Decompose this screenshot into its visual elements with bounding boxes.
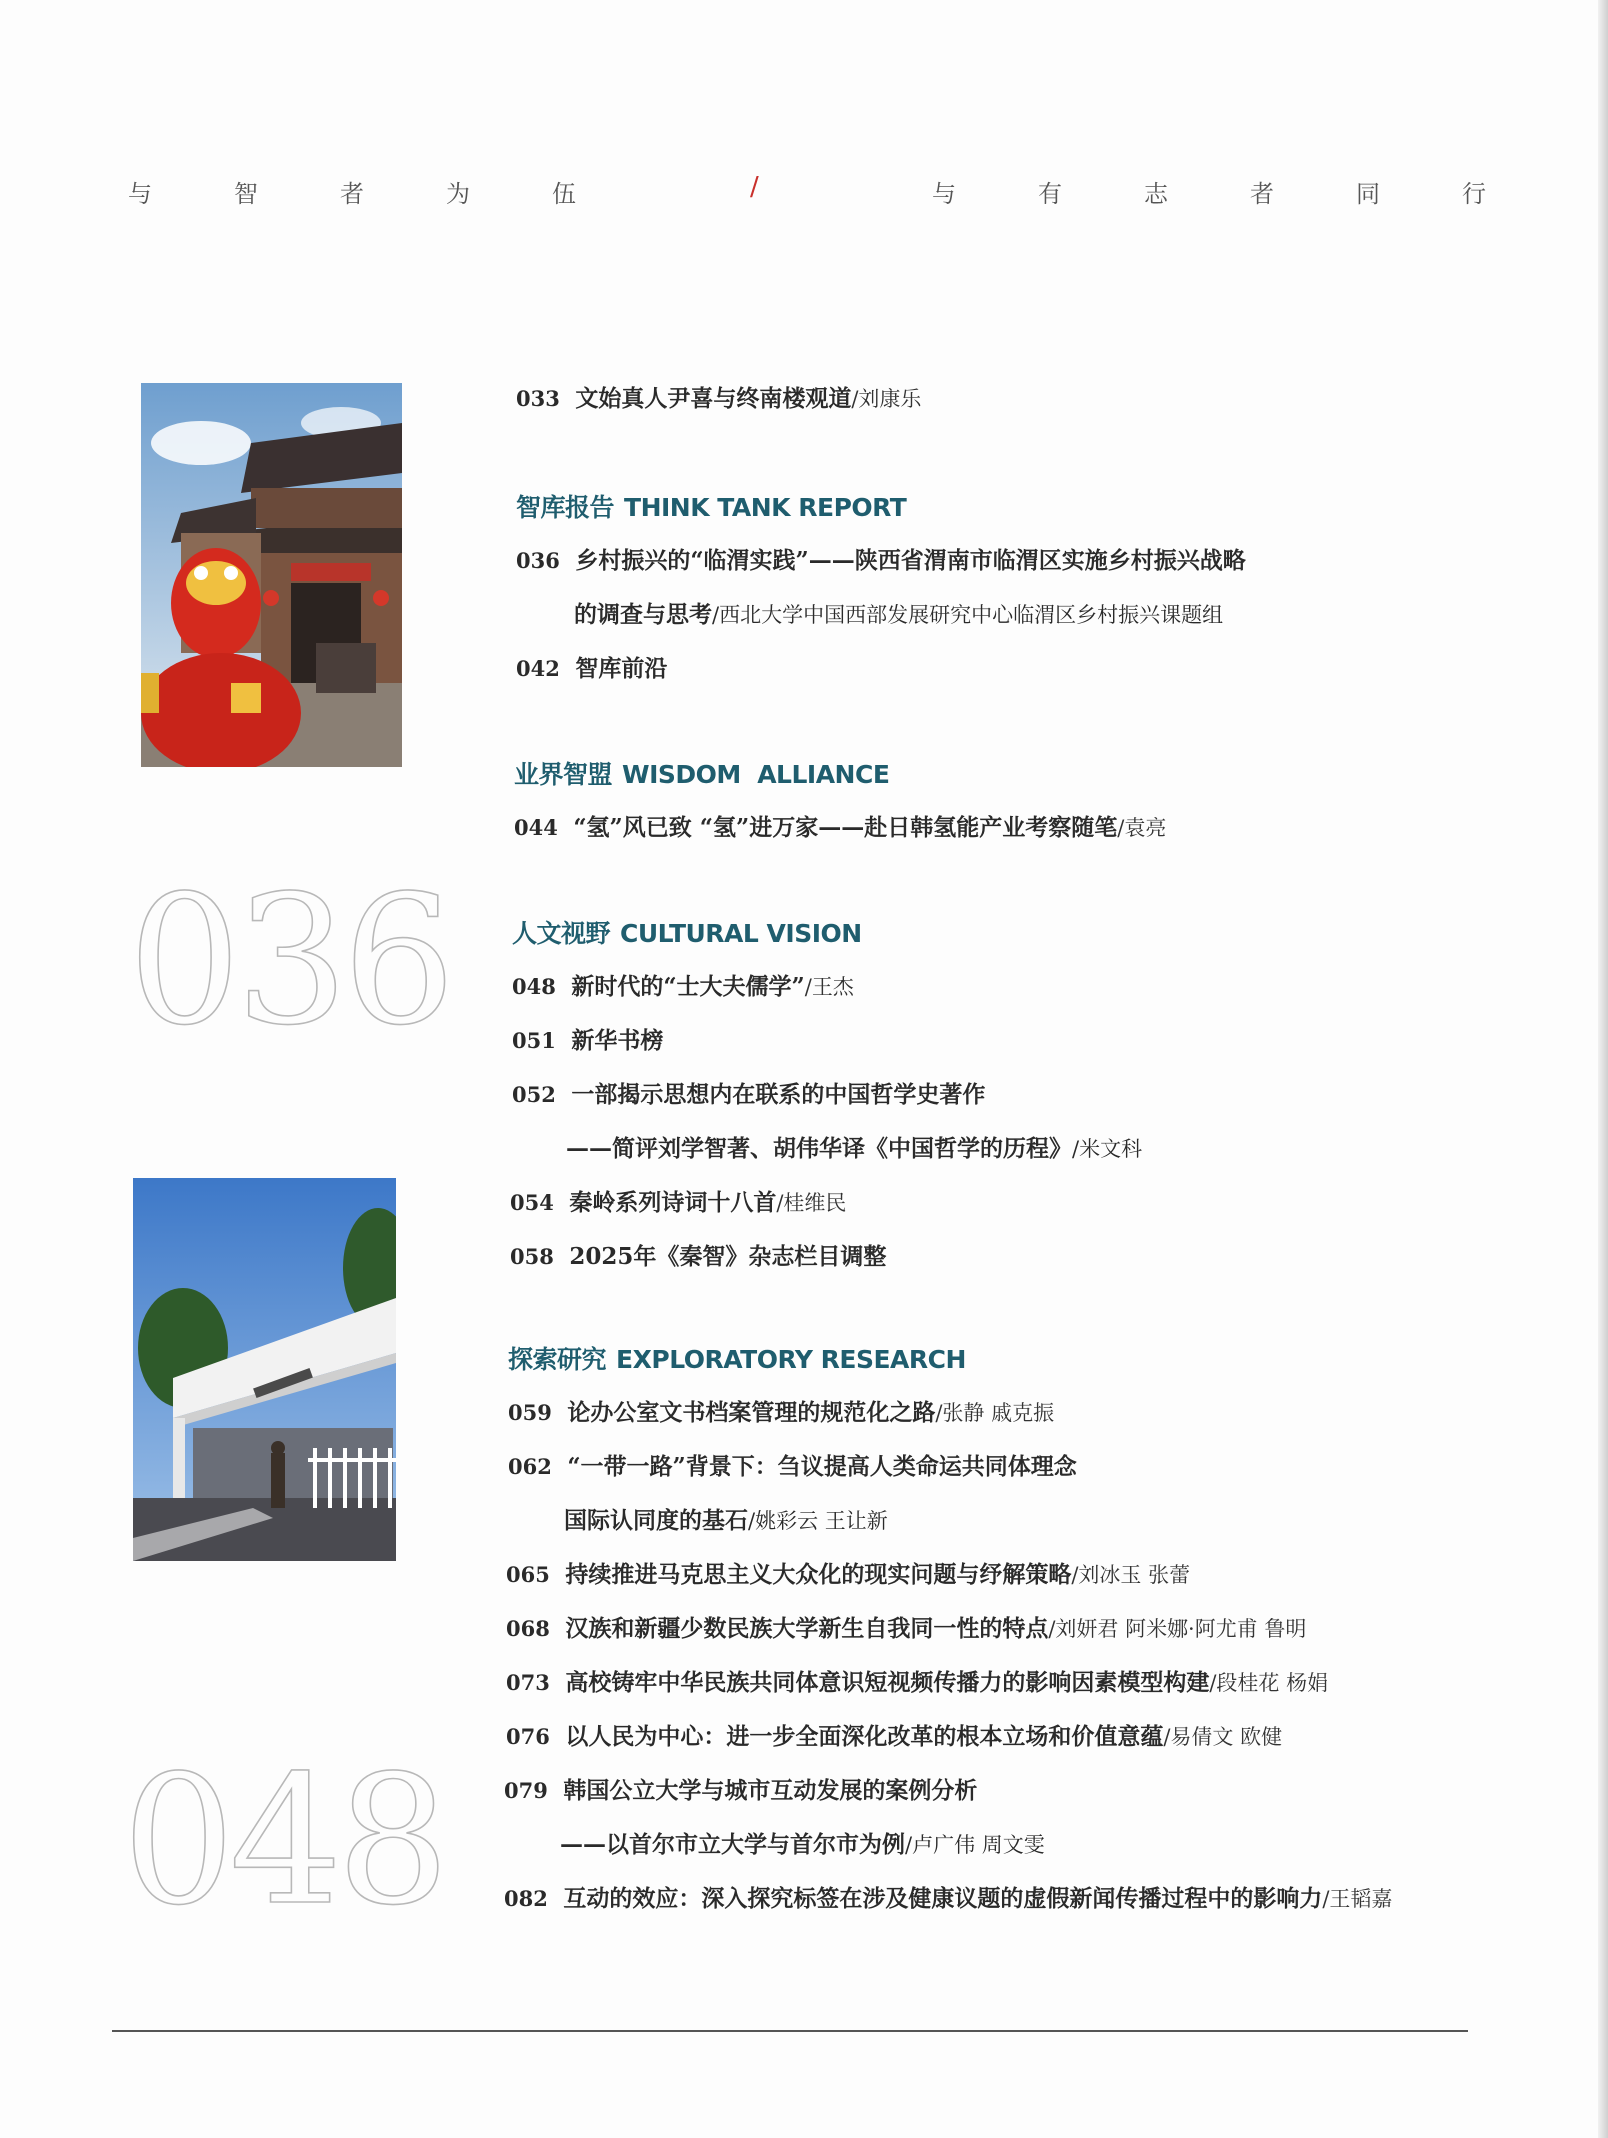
feature-number-048: 048 [122,1737,444,1944]
toc-title: 持续推进马克思主义大众化的现实问题与纾解策略 [565,1561,1072,1588]
toc-page-number: 051 [512,1028,556,1053]
toc-page-number: 058 [510,1244,554,1269]
toc-title: “一带一路”背景下：刍议提高人类命运共同体理念 [567,1453,1077,1480]
toc-author: /易倩文 欧健 [1163,1725,1283,1749]
toc-title: 新时代的“士大夫儒学” [571,973,805,1000]
toc-entry-042[interactable] [516,650,667,683]
toc-page-number: 042 [516,656,560,681]
toc-page-number: 052 [512,1082,556,1107]
toc-page-number: 076 [506,1724,550,1749]
toc-title: 2025年《秦智》杂志栏目调整 [569,1243,887,1270]
toc-author: /袁亮 [1117,816,1167,840]
slogan-char: 智 [234,180,258,208]
photo-modern-building [133,1178,396,1561]
toc-author: /王杰 [804,975,854,999]
toc-title: “氢”风已致 “氢”进万家——赴日韩氢能产业考察随笔 [573,814,1118,841]
toc-page-number: 036 [516,548,560,573]
toc-author: /西北大学中国西部发展研究中心临渭区乡村振兴课题组 [712,603,1224,627]
section-title-cn: 人文视野 [512,919,611,948]
toc-entry-079[interactable] [504,1772,977,1805]
toc-author: /姚彩云 王让新 [748,1509,888,1533]
toc-entry-062-continued[interactable] [564,1502,888,1535]
slogan-char: 行 [1462,180,1486,208]
toc-page-number: 079 [504,1778,548,1803]
slogan-char: 者 [340,180,364,208]
toc-entry-033[interactable] [516,380,921,413]
toc-page-number: 062 [508,1454,552,1479]
feature-number-036: 036 [128,857,450,1064]
toc-entry-062[interactable] [508,1448,1077,1481]
toc-title: 互动的效应：深入探究标签在涉及健康议题的虚假新闻传播过程中的影响力 [563,1885,1323,1912]
toc-author: /张静 戚克振 [935,1401,1055,1425]
footer-divider [112,2030,1468,2032]
section-title-en: WISDOM ALLIANCE [622,760,890,789]
toc-entry-052-continued[interactable] [566,1130,1142,1163]
section-title-cn: 探索研究 [508,1345,607,1374]
toc-entry-073[interactable] [506,1664,1328,1697]
slogan-char: 为 [446,180,470,208]
page-edge-shadow [1598,0,1608,2138]
toc-title: 文始真人尹喜与终南楼观道 [575,385,852,412]
toc-entry-036[interactable] [516,542,1246,575]
toc-entry-044[interactable] [514,809,1166,842]
slogan-char: 同 [1356,180,1380,208]
toc-entry-048[interactable] [512,968,854,1001]
toc-page-number: 033 [516,386,560,411]
slogan-char: 伍 [552,180,576,208]
header-slogan [0,174,1608,214]
toc-title: 论办公室文书档案管理的规范化之路 [567,1399,936,1426]
section-title-cn: 智库报告 [516,493,615,522]
toc-title: 汉族和新疆少数民族大学新生自我同一性的特点 [565,1615,1049,1642]
section-title-en: EXPLORATORY RESEARCH [616,1345,966,1374]
toc-page-number: 065 [506,1562,550,1587]
toc-entry-052[interactable] [512,1076,985,1109]
toc-entry-076[interactable] [506,1718,1282,1751]
slogan-char: 与 [128,180,152,208]
toc-page-number: 044 [514,815,558,840]
toc-title-continued: 的调查与思考 [574,601,712,628]
toc-title: 智库前沿 [575,655,668,682]
toc-page-number: 059 [508,1400,552,1425]
toc-entry-082[interactable] [504,1880,1392,1913]
toc-author: /桂维民 [776,1191,847,1215]
toc-entry-059[interactable] [508,1394,1054,1427]
toc-entry-054[interactable] [510,1184,846,1217]
toc-title: 乡村振兴的“临渭实践”——陕西省渭南市临渭区实施乡村振兴战略 [575,547,1246,574]
toc-title-continued: 国际认同度的基石 [564,1507,748,1534]
slogan-char: 者 [1250,180,1274,208]
toc-entry-079-continued[interactable] [560,1826,1045,1859]
section-title-cn: 业界智盟 [514,760,613,789]
toc-entry-065[interactable] [506,1556,1190,1589]
photo-temple-lion-dance [141,383,402,767]
toc-author: /段桂花 杨娟 [1209,1671,1329,1695]
toc-page-number: 048 [512,974,556,999]
section-header-exploratory-research [508,1340,966,1376]
toc-author: /米文科 [1072,1137,1143,1161]
slogan-slash: / [750,172,759,202]
toc-title: 新华书榜 [571,1027,664,1054]
slogan-char: 与 [932,180,956,208]
toc-page-number: 082 [504,1886,548,1911]
slogan-char: 有 [1038,180,1062,208]
slogan-char: 志 [1144,180,1168,208]
toc-author: /刘妍君 阿米娜·阿尤甫 鲁明 [1048,1617,1307,1641]
section-header-think-tank [516,488,906,524]
toc-entry-068[interactable] [506,1610,1306,1643]
toc-page-number: 054 [510,1190,554,1215]
toc-page-number: 068 [506,1616,550,1641]
toc-page-number: 073 [506,1670,550,1695]
toc-title: 高校铸牢中华民族共同体意识短视频传播力的影响因素模型构建 [565,1669,1210,1696]
section-header-cultural-vision [512,914,862,950]
toc-author: /王韬嘉 [1322,1887,1393,1911]
toc-entry-051[interactable] [512,1022,663,1055]
toc-author: /刘康乐 [851,387,922,411]
toc-title: 韩国公立大学与城市互动发展的案例分析 [563,1777,978,1804]
section-title-en: THINK TANK REPORT [624,493,907,522]
toc-entry-036-continued[interactable] [574,596,1223,629]
toc-author: /卢广伟 周文雯 [905,1833,1045,1857]
toc-title: 秦岭系列诗词十八首 [569,1189,777,1216]
toc-author: /刘冰玉 张蕾 [1071,1563,1191,1587]
toc-title-continued: ——简评刘学智著、胡伟华译《中国哲学的历程》 [566,1135,1072,1162]
toc-title: 一部揭示思想内在联系的中国哲学史著作 [571,1081,986,1108]
toc-title-continued: ——以首尔市立大学与首尔市为例 [560,1831,905,1858]
section-header-wisdom-alliance [514,755,889,791]
toc-entry-058[interactable] [510,1238,886,1271]
section-title-en: CULTURAL VISION [620,919,862,948]
toc-title: 以人民为中心：进一步全面深化改革的根本立场和价值意蕴 [565,1723,1164,1750]
